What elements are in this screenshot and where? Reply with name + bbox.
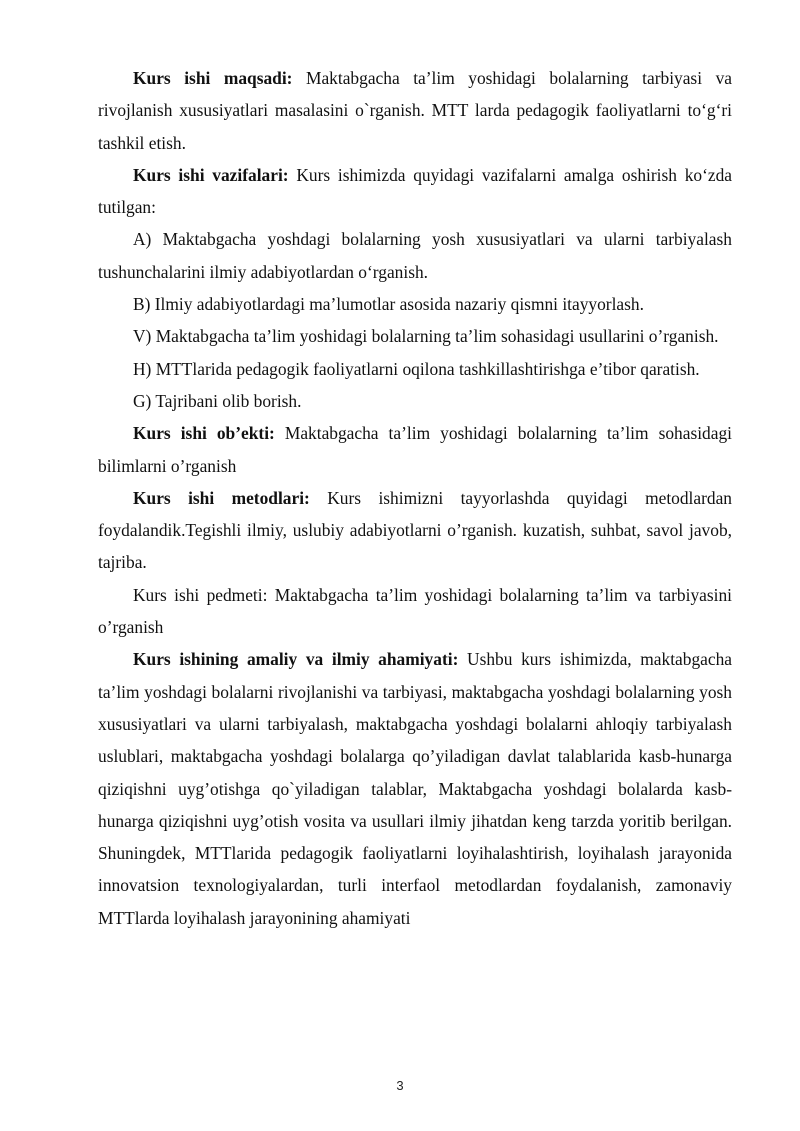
paragraph-text: H) MTTlarida pedagogik faoliyatlarni oqilona tashkillashtirishga e’tibor qaratish.	[133, 358, 700, 379]
paragraph-task-h	[98, 353, 732, 385]
paragraph-text: Maktabgacha ta’lim yoshidagi bolalarning tarbiyasi va rivojlanish xususiyatlari masalasini o`rganish. MTT larda pedagogik faoliyatlarni to‘g‘ri tashkil etish.	[98, 68, 732, 153]
paragraph-text: Kurs ishi pedmeti: Maktabgacha ta’lim yoshidagi bolalarning ta’lim va tarbiyasini o’rganish	[98, 584, 732, 638]
paragraph-text: Maktabgacha ta’lim yoshidagi bolalarning ta’lim sohasidagi bilimlarni o’rganish	[98, 423, 732, 476]
paragraph-subject	[98, 579, 732, 644]
paragraph-significance	[98, 643, 732, 934]
paragraph-task-b	[98, 288, 732, 320]
paragraph-label: Kurs ishi metodlari:	[133, 487, 310, 508]
paragraph-label: Kurs ishi vazifalari:	[133, 164, 289, 185]
paragraph-task-v	[98, 320, 732, 352]
paragraph-label: Kurs ishi ob’ekti:	[133, 423, 275, 444]
document-body	[98, 62, 732, 934]
paragraph-goal	[98, 62, 732, 159]
paragraph-task-g	[98, 385, 732, 417]
paragraph-text: Ushbu kurs ishimizda, maktabgacha ta’lim yoshdagi bolalarni rivojlanishi va tarbiyasi, maktabgacha yoshdagi bolalarning yosh xususiyatlari va ularni tarbiyalash, maktabgacha yoshdagi bolalarni ahloqiy tarbiyalash uslublari, maktabgacha yoshdagi bolalarga qo’yiladigan davlat talablarida kasb-hunarga qiziqishni uyg’otishga qo`yiladigan talablar, Maktabgacha yoshdagi bolalarda kasb-hunarga qiziqishni uyg’otish vosita va usullari ilmiy jihatdan keng tarzda yoritib berilgan. Shuningdek, MTTlarida pedagogik faoliyatlarni loyihalashtirish, loyihalash jarayonida innovatsion texnologiyalardan, turli interfaol metodlardan foydalanish, zamonaviy MTTlarda loyihalash jarayonining ahamiyati	[98, 649, 733, 928]
paragraph-text: A) Maktabgacha yoshdagi bolalarning yosh xususiyatlari va ularni tarbiyalash tushunchalarini ilmiy adabiyotlardan o‘rganish.	[98, 229, 732, 282]
paragraph-label: Kurs ishi maqsadi:	[133, 68, 293, 88]
paragraph-text: B) Ilmiy adabiyotlardagi ma’lumotlar asosida nazariy qismni itayyorlash.	[133, 294, 644, 315]
paragraph-object	[98, 417, 732, 482]
paragraph-text: Kurs ishimizni tayyorlashda quyidagi metodlardan foydalandik.Tegishli ilmiy, uslubiy adabiyotlarni o’rganish. kuzatish, suhbat, savol javob, tajriba.	[98, 487, 733, 573]
paragraph-methods	[98, 482, 732, 579]
paragraph-label: Kurs ishining amaliy va ilmiy ahamiyati:	[133, 649, 459, 670]
paragraph-tasks	[98, 159, 732, 224]
paragraph-text: Kurs ishimizda quyidagi vazifalarni amalga oshirish ko‘zda tutilgan:	[98, 164, 733, 218]
page-number: 3	[396, 1078, 404, 1093]
paragraph-text: G) Tajribani olib borish.	[133, 390, 302, 411]
paragraph-task-a	[98, 223, 732, 288]
paragraph-text: V) Maktabgacha ta’lim yoshidagi bolalarning ta’lim sohasidagi usullarini o’rganish.	[133, 326, 719, 347]
